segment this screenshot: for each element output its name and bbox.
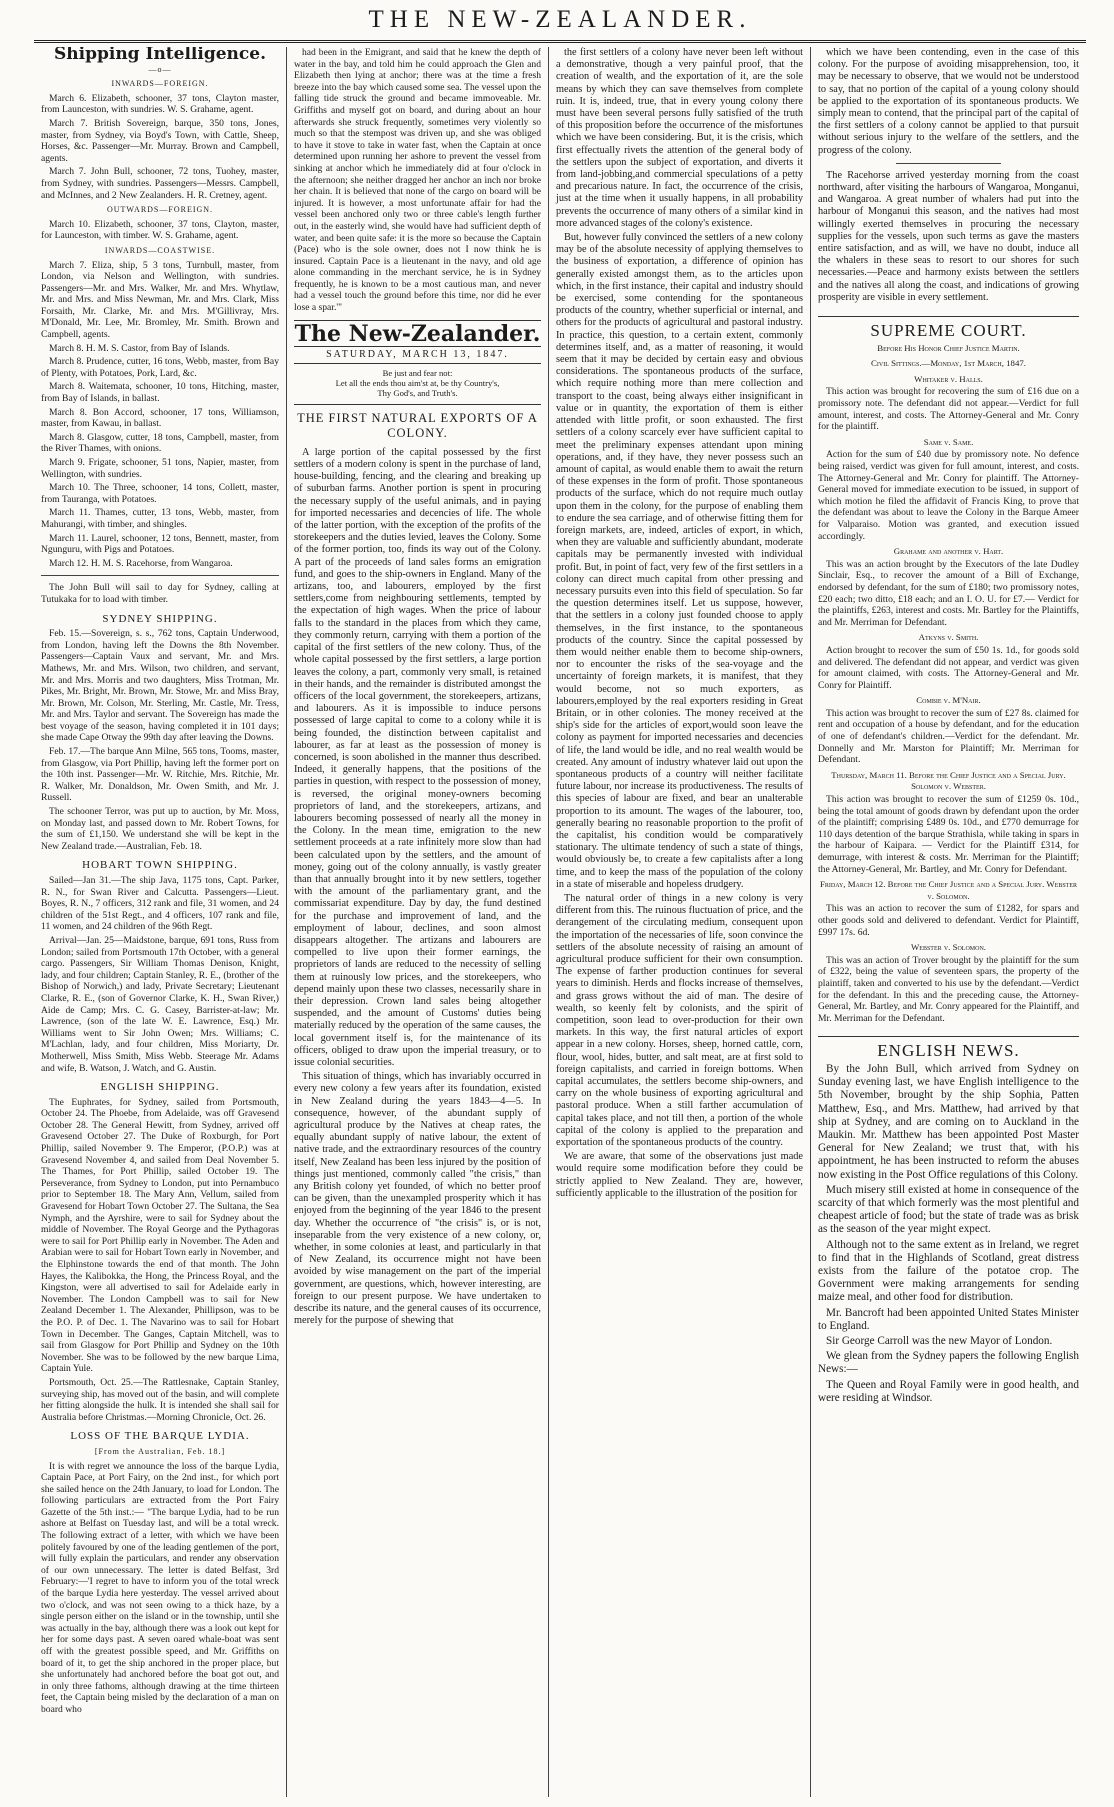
columns: [34, 47, 1086, 1797]
masthead: THE NEW-ZEALANDER.: [368, 6, 752, 33]
shipping-entry: March 9. Frigate, schooner, 51 tons, Napier, master, from Wellington, with sundries.: [41, 457, 279, 480]
case-title: Grahame and another v. Hart.: [893, 546, 1004, 557]
shipping-entry: March 12. H. M. S. Racehorse, from Wangaroa.: [49, 557, 233, 569]
case-title: Atkyns v. Smith.: [918, 632, 979, 643]
article-paragraph: But, however fully convinced the settlers of a new colony may be of the absolute necessity of applying themselves to the business of exportation, a difference of opinion has generally existed amongst them, as to the articles upon which, in the first instance, their capital and industry should be exercised, some contending for the spontaneous products of the country, whether superficial or internal, and others for the products of agricultural and pastoral industry. In practice, this question, to a certain extent, commonly determines itself, and, as a matter of reasoning, it would seem that it may be decided by certain easy and obvious considerations. The spontaneous products of the surface, which require nothing more than mere collection and transport to the coast, being always either insignificant in value or in quantity, the exportation of them is either attended with little profit, or soon exhausted. The first settlers of a colony scarcely ever have sufficient capital to meet the preliminary expenses attendant upon mining operations, and, if they have, they never possess such an amount of capital, as would enable them to await the return of these expenses in the form of profit. Those spontaneous products of the surface, which do not require much outlay upon them in the colony, for the purpose of enabling them to endure the sea carriage, and of otherwise fitting them for foreign markets, are, indeed, articles of export, in which, when they are valuable and sufficiently abundant, moderate capitals may be permanently invested with individual profit. But, in point of fact, very few of the first settlers in a colony can direct much capital from other pressing and necessary pursuits even into this field of speculation. So far the question determines itself. Let us suppose, however, that the settlers in a colony just founded choose to apply themselves, in the first instance, to the spontaneous products of the country. Since the capital possessed by them would neither enable them to become ship-owners, nor to encounter the risks of the sea-voyage and the uncertainty of foreign markets, it is manifest, that they would become, not so much exporters, as labourers,employed by the real exporters residing in Great Britain, or in other colonies. The money received at the ship's side for the articles of export,would soon leave the colony as payment for imported necessaries and decencies of life, the land would be idle, and no real wealth would be created. Any amount of industry whatever laid out upon the spontaneous products of a country will neither facilitate future labour, nor increase its productiveness. The results of this species of labour are fixed, and bear an unalterable proportion to its amount. The wages of the labourer, too, generally bearing no reasonable proportion to the profit of the capitalist, his condition would be comparatively stationary. The ultimate tendency of such a state of things, would obviously be, to create a few capitalists after a long time, and to keep the mass of the population of the colony in a state of miserable and hopeless drudgery.: [556, 232, 803, 890]
shipping-entry: March 11. Thames, cutter, 13 tons, Webb, master, from Mahurangi, with timber, and shingles.: [41, 507, 279, 530]
motto-line: Thy God's, and Truth's.: [377, 387, 458, 398]
shipping-entry: Arrival—Jan. 25—Maidstone, barque, 691 tons, Russ from London; sailed from Portsmouth 17th October, with a general cargo. Passengers, Sir William Thomas Denison, Knight, lady, and four children; Captain Stanley, R. E., (brother of the Bishop of Norwich,) and lady, Private Secretary; Lieutenant Clarke, R. E., (son of Governor Clarke, K. H., Swan River,) Aide de Camp; Mrs. C. G. Casey, Barrister-at-law; Mr. Lawrence, (son of the late W. E. Lawrence, Esq.) Mr. Williams went to Sir John Owen; Mrs. Williams; C. M'Lachlan, lady, and four children, Miss Moriarty, Dr. Motherwell, Miss Smith, Miss Webb. Steerage Mr. Adams and wife, B. Watson, J. Watch, and G. Austin.: [41, 934, 279, 1074]
editorial-masthead: The New-Zealander.: [294, 320, 541, 347]
news-paragraph: We glean from the Sydney papers the following English News:—: [818, 1350, 1079, 1376]
masthead-rule: [34, 40, 1086, 43]
case-title: Same v. Same.: [923, 436, 974, 447]
case-title: Whitaker v. Halls.: [914, 373, 983, 384]
case-text: This was an action to recover the sum of £1282, for spars and other goods sold and delivered to defendant. Verdict for Plaintiff, £997 17s. 6d.: [818, 903, 1079, 938]
shipping-entry: Portsmouth, Oct. 25.—The Rattlesnake, Captain Stanley, surveying ship, has moved out of the basin, and will complete her fitting alongside the hulk. It is intended she shall sail for Australia before Christmas.—Morning Chronicle, Oct. 26.: [41, 1376, 279, 1423]
case-text: This action was brought to recover the sum of £27 8s. claimed for rent and occupation of a house by defendant, and for the education of one of defendant's children.—Verdict for the defendant. Mr. Donnelly and Mr. Marston for Plaintiff; Mr. Merriman for Defendant.: [818, 707, 1079, 766]
case-title: Thursday, March 11. Before the Chief Justice and a Special Jury. Solomon v. Webster.: [831, 769, 1066, 792]
shipping-entry: March 8. Prudence, cutter, 16 tons, Webb, master, from Bay of Plenty, with Potatoes, Pork, Lard, &c.: [41, 356, 279, 379]
divider: [41, 575, 279, 576]
shipping-entry: March 10. Elizabeth, schooner, 37 tons, Clayton, master, for Launceston, with timber. W. S. Grahame, agent.: [41, 218, 279, 242]
dateline: SATURDAY, MARCH 13, 1847.: [294, 346, 541, 364]
english-news-heading: ENGLISH NEWS.: [818, 1036, 1079, 1057]
court-sittings: Civil Sittings.—Monday, 1st March, 1847.: [871, 358, 1026, 369]
article-paragraph: A large portion of the capital possessed by the first settlers of a modern colony is spent in the purchase of land, house-building, fencing, and the clearing and breaking up of suburban farms. Another portion is spent in procuring the necessary supply of the useful animals, and in paying for imported necessaries and decencies of life. The whole of the latter portion, with the exception of the profits of the storekeepers and the duties levied, leaves the Colony. Some of the former portion, too, finds its way out of the Colony. A part of the proceeds of land sales forms an emigration fund, and goes to the ship-owners in England. Many of the artizans, too, and labourers, employed by the first settlers,come from neighbouring settlements, tempted by the expectation of high wages. When the price of labour falls to the standard in the places from which they came, they commonly return, carrying with them a portion of the capital of the first settlers of the new colony. Thus, of the whole capital possessed by the first settlers, a large portion leaves the colony, a part, commonly very small, is retained in their hands, and the remainder is distributed amongst the officers of the local government, the storekeepers, artizans, and labourers. As it is impossible to induce persons possessed of large capital to come to a colony while it is being founded, the distinction between capitalist and labourer, as far at least as the possession of money is concerned, is soon abolished in the manner thus described. Indeed, it generally happens, that the positions of the parties in question, with respect to the possession of money, is reversed, the original money-owners becoming proprietors of land, and the storekeepers, artizans, and labourers becoming possessed of nearly all the money in the Colony. In the mean time, emigration to the new settlement proceeds at a rate infinitely more slow than had been calculated upon by the settlers, and the amount of money, going out of the colony annually, is vastly greater than that annually brought into it by new settlers, together with the amount of the parliamentary grant, and the commissariat expenditure. Day by day, the fund destined for the purchase and improvement of land, and the employment of labour, declines, and soon almost disappears altogether. The artizans and labourers are compelled to live upon their former earnings, the proprietors of lands are reduced to the necessity of selling them at ruinously low prices, and the storekeepers, who depend mainly upon these two classes, necessarily share in their depression. Crown land sales being altogether suspended, and the amount of Customs' duties being materially reduced by the operation of the same causes, the local government itself is, for the maintenance of its officers, obliged to draw upon the imperial treasury, or to issue colonial securities.: [294, 446, 541, 1068]
sydney-shipping-heading: SYDNEY SHIPPING.: [102, 612, 218, 625]
news-paragraph: By the John Bull, which arrived from Sydney on Sunday evening last, we have English intelligence to the 5th November, brought by the ship Sophia, Patten Matthew, Esq., and Mrs. Matthew, had arrived by that ship at Sydney, and are coming on to Auckland in the Maukin. Mr. Matthew has been appointed Post Master General for New Zealand; we trust that, with his appointment, he has been instructed to reform the abuses now existing in the Post Office regulations of this Colony.: [818, 1062, 1079, 1181]
racehorse-paragraph: The Racehorse arrived yesterday morning from the coast northward, after visiting the harbours of Wangaroa, Monganui, and Wangaroa. A great number of whalers had put into the harbour of Monganui this season, and the natives had most willingly exerted themselves in procuring the necessary supplies for the vessels, upon such terms as gave the masters entire satisfaction, and as will, we have no doubt, induce all the whalers in these seas to resort to our shores for such necessaries.—Peace and harmony exists between the settlers and the natives all along the coast, and indications of growing prosperity are visible in every settlement.: [818, 169, 1079, 303]
shipping-heading: Shipping Intelligence.: [54, 47, 266, 64]
news-paragraph: Much misery still existed at home in consequence of the scarcity of that which formerly was the most plentiful and cheapest article of food; but the state of trade was as brisk as the season of the year might expect.: [818, 1183, 1079, 1236]
case-title: Friday, March 12. Before the Chief Justice and a Special Jury. Webster v. Solomon.: [819, 879, 1078, 901]
column-4: [810, 47, 1086, 1797]
john-bull-note: The John Bull will sail to day for Sydney, calling at Tutukaka for to load with timber.: [41, 582, 279, 605]
news-paragraph: The Queen and Royal Family were in good health, and were residing at Windsor.: [818, 1378, 1079, 1404]
english-shipping-heading: ENGLISH SHIPPING.: [100, 1081, 220, 1094]
shipping-entry: March 7. British Sovereign, barque, 350 tons, Jones, master, from Sydney, via Boyd's Town, with Cattle, Sheep, Horses, &c. Passenger—Mr. Murray. Brown and Campbell, agents.: [41, 117, 279, 164]
court-before: Before His Honor Chief Justice Martin.: [877, 342, 1020, 353]
shipping-entry: March 11. Laurel, schooner, 12 tons, Bennett, master, from Ngunguru, with Pigs and Potatoes.: [41, 532, 279, 556]
article-paragraph: We are aware, that some of the observations just made would require some modification before they could be strictly applied to New Zealand. They are, however, sufficiently applicable to the illustration of the position for: [556, 1151, 803, 1199]
article-paragraph: The natural order of things in a new colony is very different from this. The ruinous fluctuation of price, and the derangement of the circulating medium, consequent upon the importation of the necessaries of life, soon convince the settlers of the absolute necessity of raising an amount of agricultural produce sufficient for their own consumption. The expense of farther production continues for several years to diminish. Herds and flocks increase of themselves, and grass grows without the aid of man. The desire of wealth, so keenly felt by colonists, and the spirit of competition, soon lead to over-production for their own markets. In this way, the first natural articles of export appear in a new colony. Horses, sheep, horned cattle, corn, flour, wool, hides, butter, and salt meat, are at first sold to foreign capitalists, and carried in foreign bottoms. When capital accumulates, the settlers become ship-owners, and carry on the whole business of exporting agricultural and pastoral produce. When a still farther accumulation of capital takes place, and not till then, a portion of the whole capital of the colony is applied to the preparation and exportation of the spontaneous products of the country.: [556, 893, 803, 1149]
divider: [896, 163, 1000, 164]
case-text: This action was brought to recover the sum of £1259 0s. 10d., being the total amount of goods drawn by defendant upon the order of the plaintiff; comprising £489 0s. 10d., and £770 demurrage for 110 days detention of the barque Strathisla, while taking in spars in the harbour of Kaipara. — Verdict for the Plaintiff £314, for demurrage, with interest & costs. Mr. Merriman for the Plaintiff; the Attorney-General, Mr. Bartley, and Mr. Conry for Defendant.: [818, 794, 1079, 875]
inwards-foreign-heading: INWARDS—FOREIGN.: [111, 79, 209, 89]
shipping-entry: The Euphrates, for Sydney, sailed from Portsmouth, October 24. The Phoebe, from Adelaide, was off Gravesend October 28. The General Hewitt, from Sydney, arrived off Gravesend October 27. The Duke of Roxburgh, for Port Phillip, sailed November 9. The Emperor, (P.O.P.) was at Gravesend November 4, and sailed from Deal November 5. The Thames, for Port Phillip, sailed October 19. The Perseverance, from Sydney to London, put into Pernambuco prior to September 18. The Mary Ann, Vellum, sailed from Gravesend for Hobart Town October 27. The Sultana, the Sea Nymph, and the Ayrshire, were to sail for Sydney about the middle of November. The Royal George and the Pythagoras were to sail for Port Phillip early in November. The Aden and Arabian were to sail for Hobart Town early in November, and the Elphinstone towards the end of that month. The John Hayes, the Kalibokka, the Hong, the Princess Royal, and the Kingston, were all advertised to sail for Adelaide early in November. The London Campbell was to sail for New Zealand December 1. The Alexander, Phillipson, was to be the P.O. P. of Dec. 1. The Navarino was to sail for Hobart Town in December. The Ganges, Captain Mitchell, was to sail from Glasgow for Port Phillip and Sydney on the 10th November. She was to be followed by the new barque Lima, Captain Yule.: [41, 1096, 279, 1375]
inwards-coastwise-heading: INWARDS—COASTWISE.: [104, 245, 216, 255]
case-title: Combie v. M'Nair.: [916, 695, 981, 706]
article-paragraph: the first settlers of a colony have never been left without a demonstrative, though a very painful proof, that the creation of wealth, and the exportation of it, are the sole means by which they can save themselves from complete ruin. It is, indeed, true, that in every young colony there must have been several persons fully satisfied of the truth of this proposition before the occurrence of the misfortunes which we have been considering. But, it is the crisis, which first effectually rivets the attention of the general body of the settlers upon the subject of exportation, and diverts it from land-jobbing,and commercial speculations of a petty and precarious nature. In fact, the occurrence of the crisis, just at the time when it usually happens, in all probability prevents the occurrence of many others of a similar kind in more advanced stages of the colony's existence.: [556, 47, 803, 229]
case-text: Action brought to recover the sum of £50 1s. 1d., for goods sold and delivered. The defendant did not appear, and verdict was given for amount claimed, with costs. The Attorney-General and Mr. Conry for Plaintiff.: [818, 644, 1079, 691]
shipping-entry: March 8. Glasgow, cutter, 18 tons, Campbell, master, from the River Thames, with onions.: [41, 431, 279, 455]
column-3: [548, 47, 810, 1797]
column-1: [34, 47, 286, 1797]
case-text: This was an action brought by the Executors of the late Dudley Sinclair, Esq., to recover the amount of a Bill of Exchange, endorsed by defendant, for the sum of £180; two promissory notes, £20 each; two ditto, £18 each; and an I. O. U. for £7.— Verdict for the plaintiffs, £263, interest and costs. Mr. Bartley for the Plaintiffs, and Mr. Merriman for Defendant.: [818, 558, 1079, 628]
motto-line: Let all the ends thou aim'st at, be thy Country's,: [335, 377, 500, 388]
case-title: Webster v. Solomon.: [911, 942, 986, 953]
shipping-entry: March 8. Bon Accord, schooner, 17 tons, Williamson, master, from Kawau, in ballast.: [41, 406, 279, 430]
shipping-entry: Feb. 15.—Sovereign, s. s., 762 tons, Captain Underwood, from London, having left the Downs the 8th November. Passengers—Captain Vaux and servant, Mr. and Mrs. Mathews, Mr. and Mrs. Wilson, two children, and servant, Mr. and Mrs. Morris and two daughters, Miss Trotman, Mr. Pikes, Mr. Bright, Mr. Brown, Mr. Stowe, Mr. and Miss Bray, Mr. Brown, Mr. Colson, Mr. Sterling, Mr. Castle, Mr. Tress, Mr. and Mrs. Taylor and servant. The Sovereign has made the best voyage of the season, having completed it in 101 days; she made Cape Otway the 99th day after leaving the Downs.: [41, 628, 279, 744]
shipping-entry: March 6. Elizabeth, schooner, 37 tons, Clayton master, from Launceston, with sundries. W. S. Grahame, agent.: [41, 92, 279, 116]
shipping-entry: March 8. Waitemata, schooner, 10 tons, Hitching, master, from Bay of Islands, in ballast.: [41, 381, 279, 405]
motto: [294, 368, 541, 398]
lydia-source: [From the Australian, Feb. 18.]: [94, 1446, 226, 1456]
shipping-entry: March 7. John Bull, schooner, 72 tons, Tuohey, master, from Sydney, with sundries. Passengers—Messrs. Campbell, and McInnes, and 2 New Zealanders. H. R. Cretney, agent.: [41, 166, 279, 201]
shipping-entry: Feb. 17.—The barque Ann Milne, 565 tons, Tooms, master, from Glasgow, via Port Phillip, having left the former port on the 10th inst. Passenger—Mr. W. Ritchie, Mrs. Ritchie, Mr. R. Walker, Mr. Donaldson, Mr. Owen Smith, and Mr. J. Russell.: [41, 746, 279, 804]
article-paragraph: which we have been contending, even in the case of this colony. For the purpose of avoiding misapprehension, too, it may be necessary to observe, that we would not be understood to say, that no portion of the capital of a young colony should be applied to the exportation of its spontaneous products. We simply mean to contend, that the principal part of the capital of the first settlers of a colony cannot be applied to that pursuit without serious injury to the welfare of the settlers, and the progress of the colony.: [818, 47, 1079, 156]
shipping-entry: Sailed—Jan 31.—The ship Java, 1175 tons, Capt. Parker, R. N., for Swan River and Calcutta. Passengers—Lieut. Boyes, R. N., 7 officers, 312 rank and file, 31 women, and 24 children of the 51st Regt., and 4 officers, 107 rank and file, 11 women, and 24 children of the 96th Regt.: [41, 875, 279, 933]
hobart-shipping-heading: HOBART TOWN SHIPPING.: [82, 859, 238, 872]
case-text: This was an action of Trover brought by the plaintiff for the sum of £322, being the value of seventeen spars, the property of the plaintiff, taken and converted to his use by the defendant.—Verdict for the defendant. In this and the preceding cause, the Attorney-General, Mr. Bartley, and Mr. Conry appeared for the Plaintiff, and Mr. Merriman for the Defendant.: [818, 954, 1079, 1024]
shipping-entry: March 10. The Three, schooner, 14 tons, Collett, master, from Tauranga, with Potatoes.: [41, 482, 279, 505]
shipping-entry: The schooner Terror, was put up to auction, by Mr. Moss, on Monday last, and passed down to Mr. Robert Towns, for the sum of £1,150. We understand she will be kept in the New Zealand trade.—Australian, Feb. 18.: [41, 806, 279, 852]
news-paragraph: Sir George Carroll was the new Mayor of London.: [826, 1334, 1053, 1347]
news-paragraph: Mr. Bancroft had been appointed United States Minister to England.: [818, 1306, 1079, 1332]
heading-ornament: —o—: [148, 64, 172, 74]
case-text: Action for the sum of £40 due by promissory note. No defence being raised, verdict was given for full amount, interest, and costs. The Attorney-General and Mr. Conry for plaintiff. The Attorney-General moved for immediate execution to be issued, in support of which motion he filed the affidavit of Francis King, to prove that the defendant was about to leave the Colony in the Barque Ameer for Valparaiso. Motion was granted, and execution issued accordingly.: [818, 449, 1079, 542]
case-text: This action was brought for recovering the sum of £16 due on a promissory note. The defendant did not appear.—Verdict for full amount, interest, and costs. The Attorney-General and Mr. Conry for the plaintiff.: [818, 386, 1079, 433]
shipping-entry: March 7. Eliza, ship, 5 3 tons, Turnbull, master, from London, via Nelson and Wellington, with sundries. Passengers—Mr. and Mrs. Walker, Mr. and Mrs. Whytlaw, Mr. and Mrs. and Miss Newman, Mr. and Mrs. Clark, Miss Forsaith, Mr. Clarke, Mr. and Mrs. M'Gillivray, Mrs. M'Donald, Mr. Lee, Mr. Bromley, Mr. Smith. Brown and Campbell, agents.: [41, 259, 279, 341]
shipping-entry: March 8. H. M. S. Castor, from Bay of Islands.: [49, 342, 230, 354]
article-title: THE FIRST NATURAL EXPORTS OF A COLONY.: [294, 404, 541, 441]
lydia-continued: had been in the Emigrant, and said that he knew the depth of water in the bay, and told him he could approach the Glen and Elizabeth then lying at anchor; there was at the time a fresh breeze into the bay which caused some sea. The vessel upon the falling tide struck the ground and became immoveable. Mr. Griffiths and myself got on board, and during about an hour afterwards she struck frequently, sometimes very violently so much so that the stempost was driven up, and she was obliged to have it stove to take in water fast, when the Captain at once determined upon running her ashore to prevent the vessel from sinking at anchor which he immediately did at four o'clock in the afternoon; she neither dragged her anchor an inch nor broke her chain. It is believed that none of the cargo on board will be injured. It is however, a most unfortunate affair for had the vessel been anchored only two or three cable's length further out, in the easterly wind, she would have had sufficient depth of water, and been quite safe: it is the more so because the Captain (Pace) who is the sole owner, does not I now think he is insured. Captain Pace is a lieutenant in the navy, and old age alone commanding in the merchant service, he is in Sydney frequently, he is known to be a most cautious man, and never had a vessel touch the ground before this time, nor did he ever lose a spar.'": [294, 47, 541, 314]
motto-line: Be just and fear not:: [382, 367, 453, 378]
lydia-heading: LOSS OF THE BARQUE LYDIA.: [70, 1430, 250, 1443]
news-paragraph: Although not to the same extent as in Ireland, we regret to find that in the Highlands of Scotland, great distress exists from the failure of the potatoe crop. The Government were making arrangements for sending maize meal, and other food for distribution.: [818, 1238, 1079, 1304]
outwards-foreign-heading: OUTWARDS—FOREIGN.: [106, 205, 214, 215]
column-2: [286, 47, 548, 1797]
lydia-text: It is with regret we announce the loss of the barque Lydia, Captain Pace, at Port Fairy, on the 2nd inst., for which port she sailed hence on the 24th January, to load for London. The following particulars are extracted from the Port Fairy Gazette of the 5th inst.:— "The barque Lydia, had to be run ashore at Belfast on Tuesday last, and will be a total wreck. The following extract of a letter, with which we have been politely favoured by one of the leading gentlemen of the port, will fully explain the particulars, and render any observation of our own unnecessary. The letter is dated Belfast, 3rd February:—'I regret to have to inform you of the total wreck of the barque Lydia here yesterday. The vessel arrived about two o'clock, and was not seen owing to a thick haze, by a single person either on the island or in the township, until she was actually in the bay, although there was a look out kept for her for some days past. A seven oared whale-boat was sent off with the greatest possible speed, and Mr. Griffiths on board of it, to get the ship anchored in the proper place, but she unfortunately had anchored before the boat got out, and in only three fathoms, although drawing at the time thirteen feet, the Captain being misled by the declaration of a man on board who: [41, 1460, 279, 1715]
article-paragraph: This situation of things, which has invariably occurred in every new colony a few years after its foundation, existed in New Zealand during the years 1843—4—5. In consequence, however, of the abundant supply of agricultural produce by the Natives at cheap rates, the equally abundant supply of native labour, the extent of native trade, and the extraordinary resources of the country itself, New Zealand has been less injured by the position of things just mentioned, commonly called "the crisis," than any British colony yet founded, of which no better proof can be given, than the unexampled prosperity which it has enjoyed from the beginning of the year 1846 to the present day. Whether the occurrence of "the crisis" is, or is not, inseparable from the very existence of a new colony, or, whether, in some colonies at least, and particularly in that of New Zealand, its occurrence might not have been avoided by wise management on the part of the imperial government, are questions, which, however interesting, are foreign to our present purpose. We have undertaken to describe its nature, and the general causes of its occurrence, merely for the purpose of shewing that: [294, 1071, 541, 1327]
supreme-court-heading: SUPREME COURT.: [818, 316, 1079, 337]
